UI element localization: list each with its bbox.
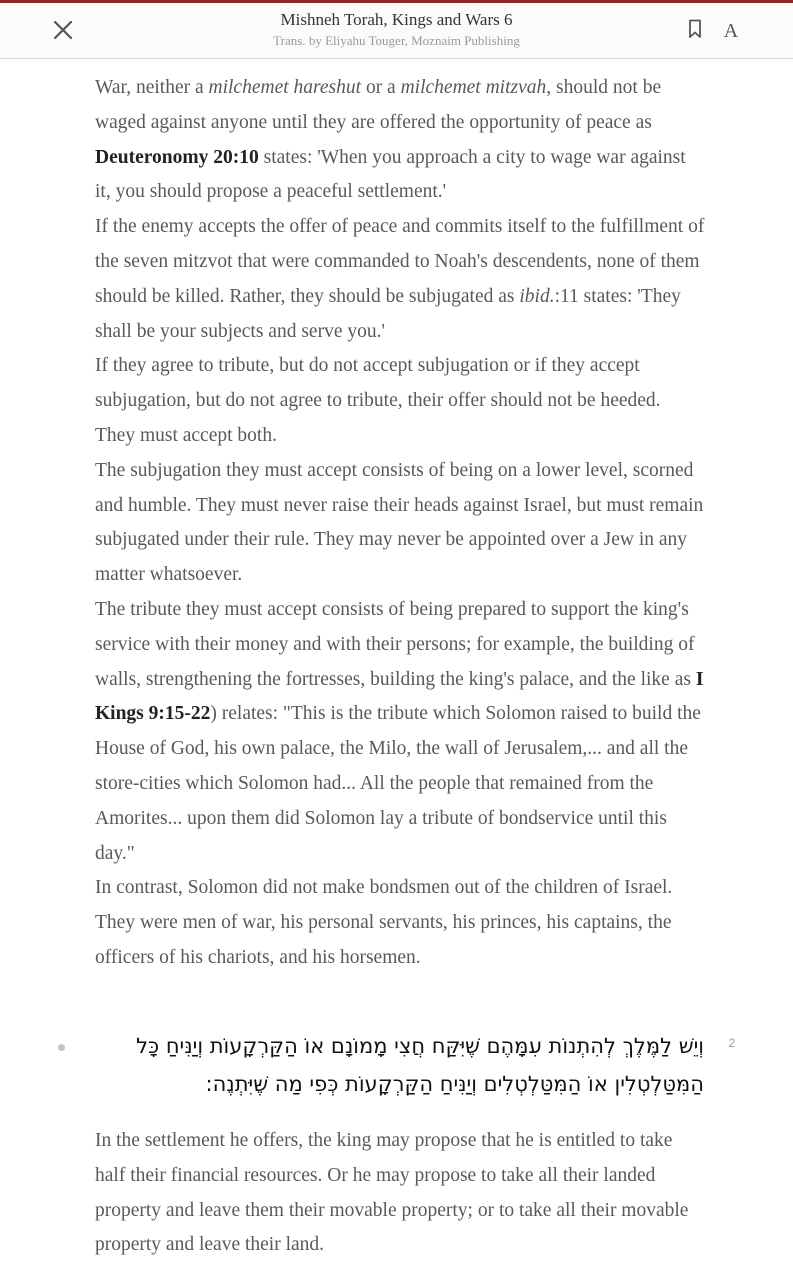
paragraph-4: The subjugation they must accept consists of being on a lower level, scorned and humble. They must never raise their heads against Israel, but must remain subjugated under their rule. They may never be appointed over a Jew in any matter whatsoever.: [95, 459, 704, 586]
paragraph-6: In contrast, Solomon did not make bondsmen out of the children of Israel. They were men of war, his personal servants, his princes, his captains, the officers of his chariots, and his horsemen.: [95, 877, 673, 968]
text-run: , should not be waged against anyone until they are offered the opportunity of peace as: [95, 77, 662, 133]
text-run: or a: [361, 77, 401, 98]
italic-term: milchemet hareshut: [208, 77, 362, 98]
text-run: War, neither a: [95, 77, 209, 98]
paragraph-5: [95, 593, 705, 871]
text-run: states: 'When you approach a city to wage war against it, you should propose a peaceful settlement.': [95, 146, 686, 203]
paragraph-1: [95, 71, 705, 210]
citation-link[interactable]: I Kings 9:15-22: [95, 668, 704, 725]
close-button[interactable]: [46, 15, 80, 49]
text-run: The tribute they must accept consists of being prepared to support the king's service with their money and with their persons; for example, the building of walls, strengthening the fortresses, building the king's palace, and the like as: [95, 598, 696, 690]
citation-link[interactable]: Deuteronomy 20:10: [95, 146, 259, 168]
translation-credit: Trans. by Eliyahu Touger, Moznaim Publishing: [273, 33, 520, 48]
section-2-english[interactable]: [95, 1124, 705, 1263]
paragraph-3: If they agree to tribute, but do not accept subjugation or if they accept subjugation, but do not agree to tribute, their offer should not be heeded. They must accept both.: [95, 355, 661, 446]
text-run: If the enemy accepts the offer of peace and commits itself to the fulfillment of the seven mitzvot that were commanded to Noah's descendents, none of them should be killed. Rather, they should be subjugated as: [95, 216, 705, 307]
reader-header: [0, 3, 793, 59]
segment-number: 2: [728, 1036, 736, 1050]
section-2-hebrew[interactable]: וְיֵשׁ לַמֶּלֶךְ לְהִתְנוֹת עִמָּהֶם שֶׁיִּקַּח חֲצִי מָמוֹנָם אוֹ הַקַּרְקָעוֹת וְיַנִּיחַ כָּל הַמִּטַּלְטְלִין אוֹ הַמִּטַּלְטְלִים וְיַנִּיחַ הַקַּרְקָעוֹת כְּפִי מַה שֶּׁיִּתְנֶה:: [136, 1034, 704, 1096]
header-titles: [200, 10, 593, 50]
text-run: :11 states: 'They shall be your subjects and serve you.': [95, 285, 681, 342]
paragraph-2: [95, 210, 705, 349]
italic-term: ibid.: [519, 285, 555, 307]
bookmark-button[interactable]: [683, 17, 707, 45]
bookmark-icon: [688, 19, 702, 44]
reader-content[interactable]: [0, 59, 793, 1280]
paragraph-7: In the settlement he offers, the king may propose that he is entitled to take half their financial resources. Or he may propose to take all their landed property and leave them their movable property; or to take all their movable property and leave their land.: [95, 1130, 689, 1256]
italic-term: milchemet mitzvah: [400, 77, 547, 98]
page-title[interactable]: Mishneh Torah, Kings and Wars 6: [280, 10, 513, 29]
text-display-settings-button[interactable]: A: [723, 19, 739, 42]
close-icon: [53, 20, 73, 45]
text-run: ) relates: "This is the tribute which Solomon raised to build the House of God, his own palace, the Milo, the wall of Jerusalem,... and all the store-cities which Solomon had... All the people that remained from the Amorites... upon them did Solomon lay a tribute of bondservice until this day.": [95, 703, 701, 864]
segment-marker-dot: [58, 1044, 65, 1051]
section-1-english[interactable]: [95, 71, 705, 976]
